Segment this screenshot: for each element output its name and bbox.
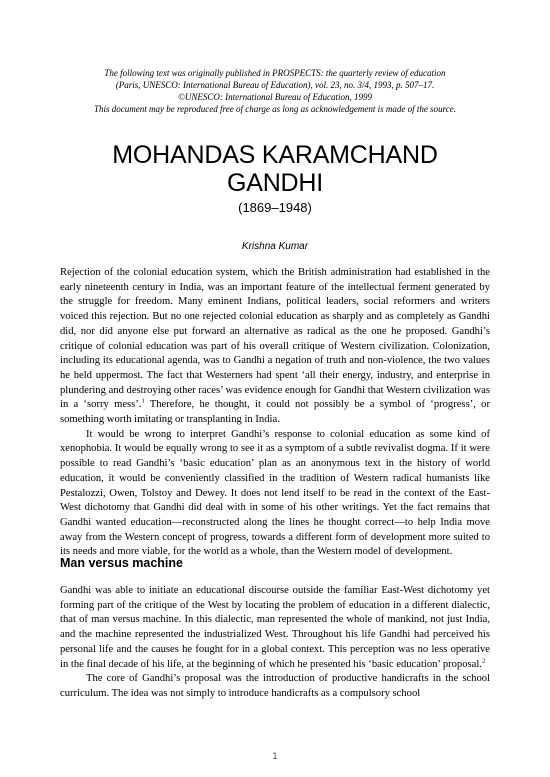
author-name: Krishna Kumar [241,241,309,252]
publication-note [40,67,510,115]
paragraph-text: Rejection of the colonial education system, which the British administration had established in the early nineteenth century in India, was an important feature of the intellectual ferment generated by the struggle for freedom. Many eminent Indians, political leaders, social reformers and writers voiced this rejection. But no one rejected colonial education as sharply and as completely as Gandhi did, nor did anyone else put forward an alternative as radical as the one he proposed. Gandhi’s critique of colonial education was part of his overall critique of Western civilization. Colonization, including its educational agenda, was to Gandhi a negation of truth and non-violence, the two values he held uppermost. The fact that Westerners had spent ‘all their energy, industry, and enterprise in plundering and destroying other races’ was evidence enough for Gandhi that Western civilization was in a ‘sorry mess’. [60,267,490,411]
title-line: MOHANDAS KARAMCHAND [112,141,438,169]
footnote-ref: 2 [481,656,486,664]
page-number: 1 [272,752,278,762]
intro-text [60,266,490,560]
footnote-ref: 1 [141,397,145,405]
title-line: GANDHI [226,169,324,197]
paragraph [60,266,490,428]
publication-note-line: The following text was originally published in PROSPECTS: the quarterly review of education [104,68,446,78]
paragraph [60,584,490,672]
life-dates: (1869–1948) [238,200,312,215]
reproduction-note: This document may be reproduced free of charge as long as acknowledgement is made of the source. [93,104,456,114]
document-title [40,141,510,197]
section-text [60,584,490,702]
section-heading: Man versus machine [60,556,183,570]
publication-note-line: (Paris, UNESCO: International Bureau of Education), vol. 23, no. 3/4, 1993, p. 507–17. [115,80,435,90]
copyright-line: ©UNESCO: International Bureau of Education, 1999 [178,92,372,102]
paragraph-text: Gandhi was able to initiate an educational discourse outside the familiar East-West dichotomy yet forming part of the critique of the West by locating the problem of education in a different dialectic, that of man versus machine. In this dialectic, man represented the whole of mankind, not just India, and the machine represented the industrialized West. Throughout his life Gandhi had perceived his personal life and the causes he fought for in a global context. This perception was no less operative in the final decade of his life, at the beginning of which he presented his ‘basic education’ proposal. [60,585,490,670]
paragraph: It would be wrong to interpret Gandhi’s response to colonial education as some kind of xenophobia. It would be equally wrong to see it as a symptom of a subtle revivalist dogma. If it were possible to read Gandhi’s ‘basic education’ plan as an anonymous text in the history of world education, it would be conveniently classified in the tradition of Western radical humanists like Pestalozzi, Owen, Tolstoy and Dewey. It does not lend itself to be read in the context of the East-West dichotomy that Gandhi did deal with in some of his other writings. Yet the fact remains that Gandhi wanted education—reconstructed along the lines he thought correct—to help India move away from the Western concept of progress, towards a different form of development more suited to its needs and more viable, for the world as a whole, than the Western model of development. [60,428,490,558]
paragraph-text: Therefore, he thought, it could not possibly be a symbol of ‘progress’, or something worth imitating or transplanting in India. [60,399,490,426]
paragraph: The core of Gandhi’s proposal was the introduction of productive handicrafts in the school curriculum. The idea was not simply to introduce handicrafts as a compulsory school [60,673,490,699]
